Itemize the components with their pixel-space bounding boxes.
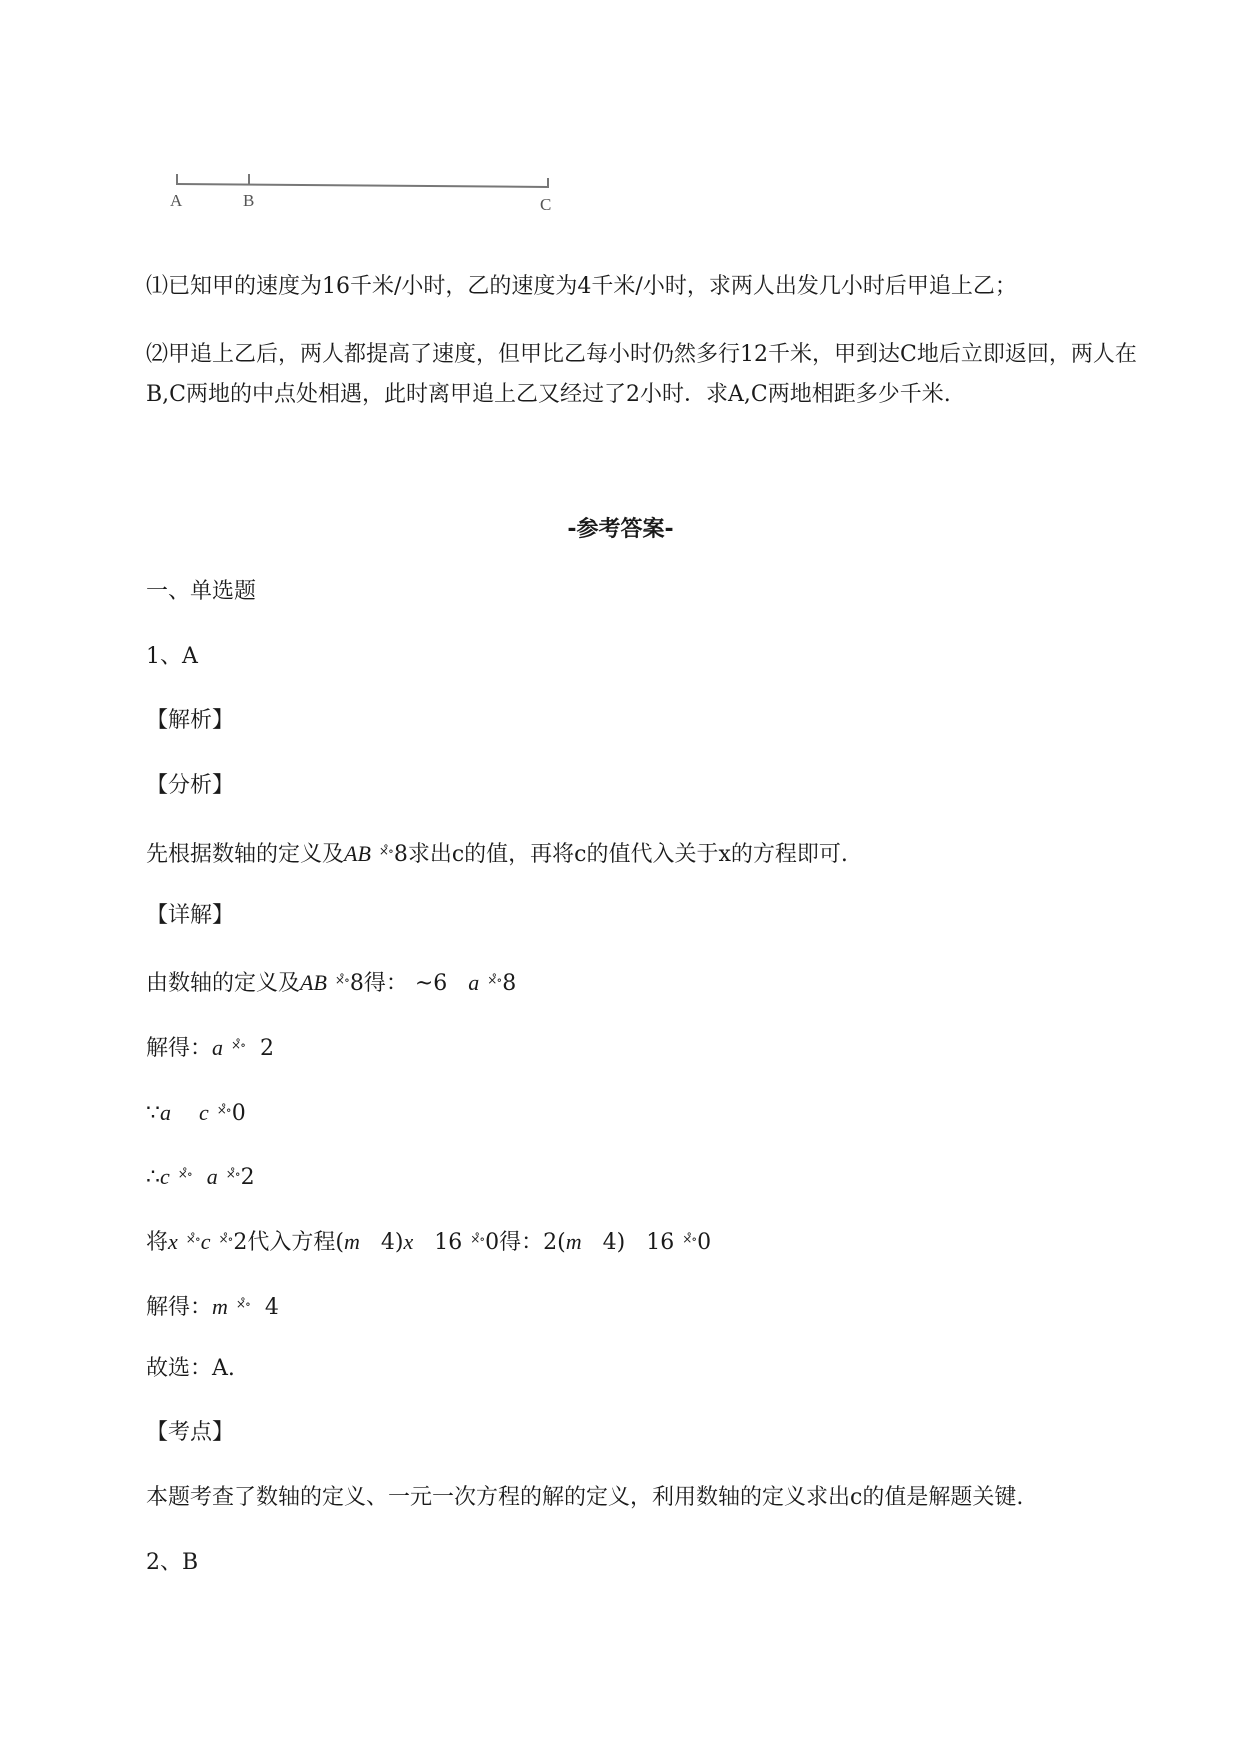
kaodian-text: 本题考查了数轴的定义、一元一次方程的解的定义，利用数轴的定义求出c的值是解题关键. (146, 1485, 1024, 1510)
step-6: 解得：m ×̊∘ 4 (146, 1294, 279, 1320)
label-a: A (170, 191, 183, 210)
step-3: ∵a c ×̊∘0 (146, 1100, 246, 1126)
answer-title: -参考答案- (567, 517, 674, 542)
step-5: 将x ×̊∘c ×̊∘2代入方程(m 4)x 16 ×̊∘0得：2(m 4) 16 ×̊∘0 (146, 1229, 712, 1255)
label-b: B (243, 191, 255, 210)
fenxi-text: 先根据数轴的定义及AB ×̊∘8求出c的值，再将c的值代入关于x的方程即可. (146, 841, 848, 867)
question-1: ⑴已知甲的速度为16千米/小时，乙的速度为4千米/小时，求两人出发几小时后甲追上乙； (146, 274, 1017, 299)
jiexi-heading: 【解析】 (146, 708, 235, 733)
question-2-line2: B,C两地的中点处相遇，此时离甲追上乙又经过了2小时．求A,C两地相距多少千米. (146, 382, 951, 407)
label-c: C (540, 195, 552, 214)
answer-1-label: 1、A (146, 644, 198, 669)
segment-ac (177, 184, 548, 187)
step-4: ∴c ×̊∘ a ×̊∘2 (146, 1164, 255, 1190)
fenxi-heading: 【分析】 (146, 773, 235, 798)
question-2-line1: ⑵甲追上乙后，两人都提高了速度，但甲比乙每小时仍然多行12千米，甲到达C地后立即返回，两人在 (146, 342, 1137, 367)
step-2: 解得：a ×̊∘ 2 (146, 1035, 274, 1061)
kaodian-heading: 【考点】 (146, 1420, 235, 1445)
xiangjie-heading: 【详解】 (146, 903, 235, 928)
conclusion: 故选：A. (146, 1356, 235, 1381)
number-line-figure (165, 168, 565, 228)
answer-2-label: 2、B (146, 1550, 199, 1575)
step-1: 由数轴的定义及AB ×̊∘8得： ~6 a ×̊∘8 (146, 970, 517, 996)
section-heading: 一、单选题 (146, 579, 257, 604)
